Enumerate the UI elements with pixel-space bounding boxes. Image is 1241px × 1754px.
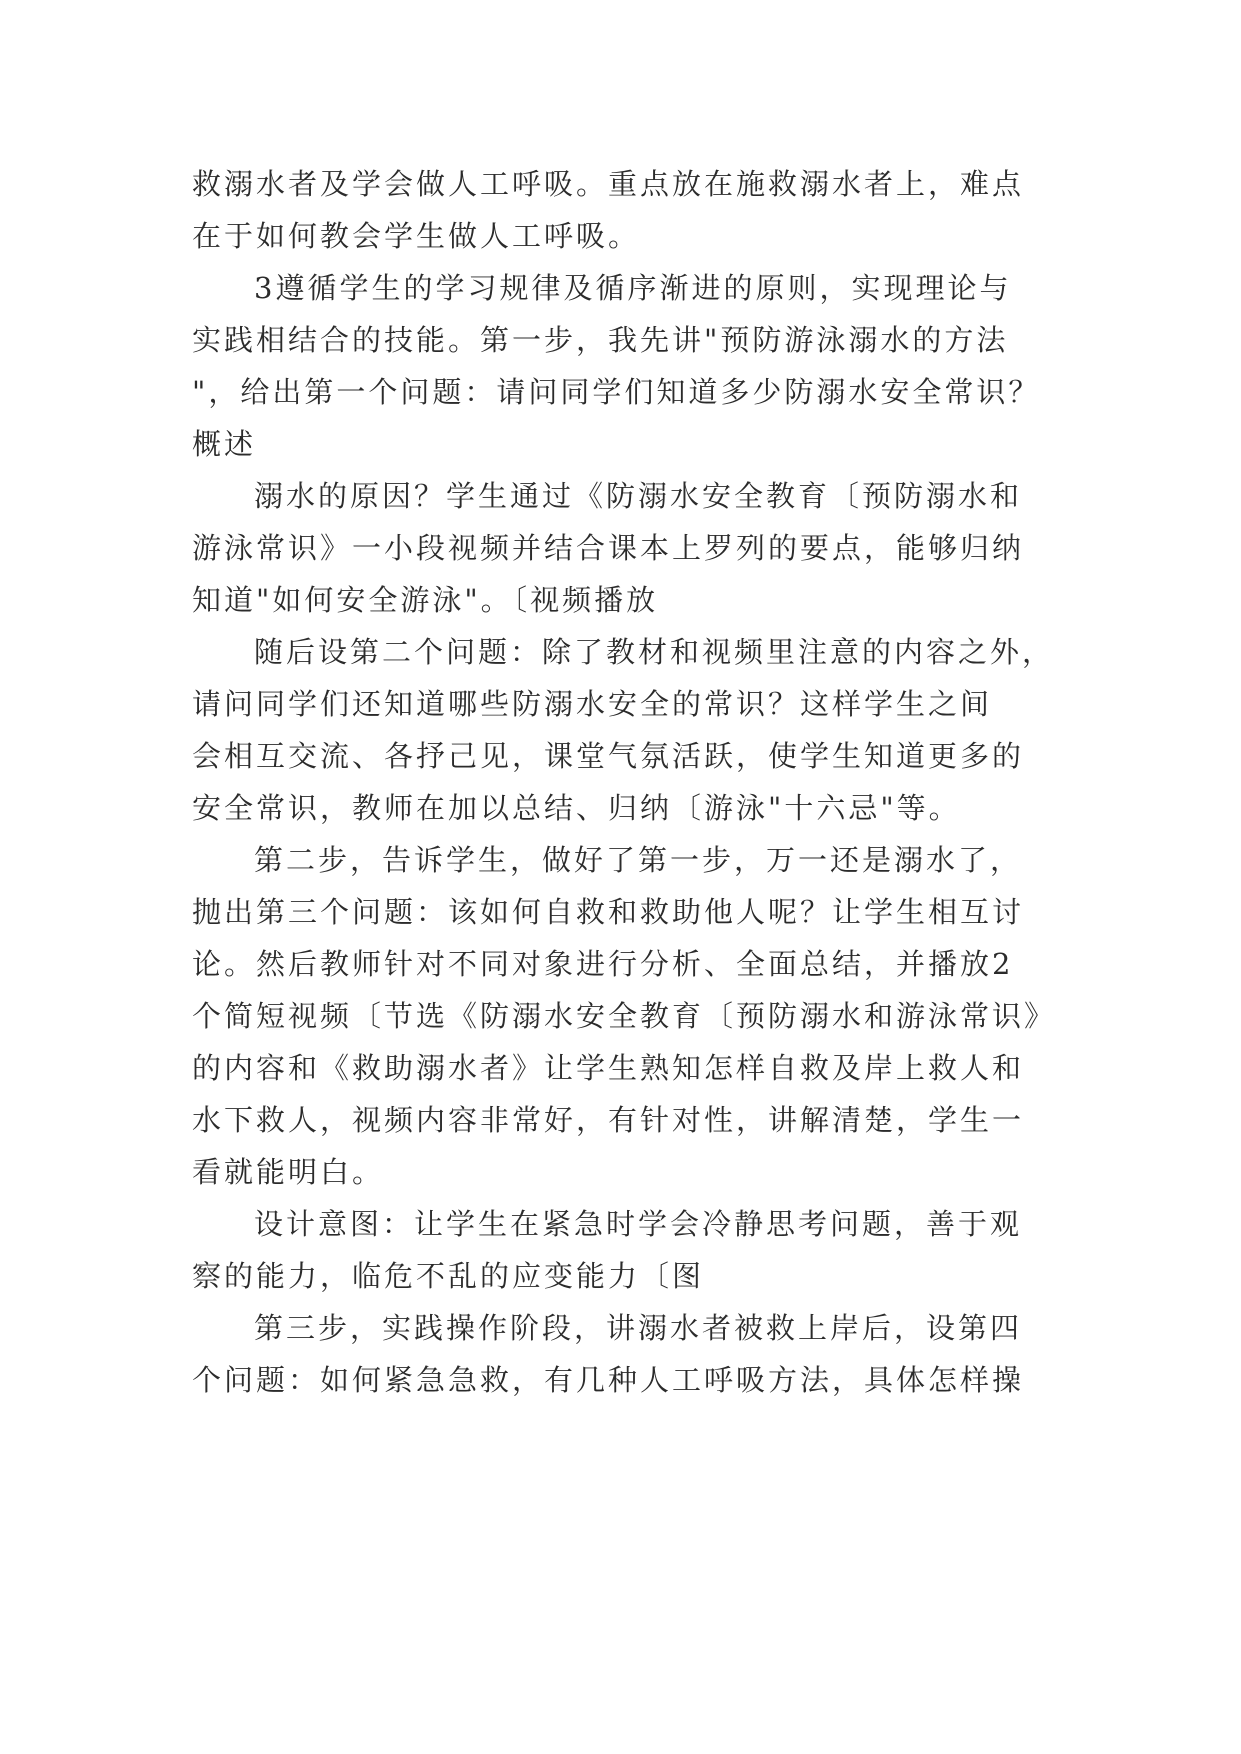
document-body [192, 158, 1072, 1406]
paragraph-1: 救溺水者及学会做人工呼吸。重点放在施救溺水者上，难点 在于如何教会学生做人工呼吸。 [192, 167, 1025, 253]
paragraph-2: 3遵循学生的学习规律及循序渐进的原则，实现理论与 实践相结合的技能。第一步，我先讲"预防游泳溺水的方法 "，给出第一个问题：请问同学们知道多少防溺水安全常识？ 概述 [192, 271, 1041, 461]
paragraph-3: 溺水的原因？学生通过《防溺水安全教育〔预防溺水和 游泳常识》一小段视频并结合课本上罗列的要点，能够归纳 知道"如何安全游泳"。〔视频播放 [192, 479, 1025, 617]
paragraph-7: 第三步，实践操作阶段，讲溺水者被救上岸后，设第四 个问题：如何紧急急救，有几种人工呼吸方法，具体怎样操 [192, 1311, 1025, 1397]
paragraph-6: 设计意图：让学生在紧急时学会冷静思考问题，善于观 察的能力，临危不乱的应变能力〔图 [192, 1207, 1023, 1293]
paragraph-4: 随后设第二个问题：除了教材和视频里注意的内容之外， 请问同学们还知道哪些防溺水安全的常识？这样学生之间 会相互交流、各抒己见，课堂气氛活跃，使学生知道更多的 安全常识，教师在加以总结、归纳〔游泳"十六忌"等。 [192, 635, 1055, 825]
paragraph-5: 第二步，告诉学生，做好了第一步，万一还是溺水了， 抛出第三个问题：该如何自救和救助他人呢？让学生相互讨 论。然后教师针对不同对象进行分析、全面总结，并播放2 个简短视频〔节选《防溺水安全教育〔预防溺水和游泳常识》 的内容和《救助溺水者》让学生熟知怎样自救及岸上救人和 水下救人，视频内容非常好，有针对性，讲解清楚，学生一 看就能明白。 [192, 843, 1057, 1189]
